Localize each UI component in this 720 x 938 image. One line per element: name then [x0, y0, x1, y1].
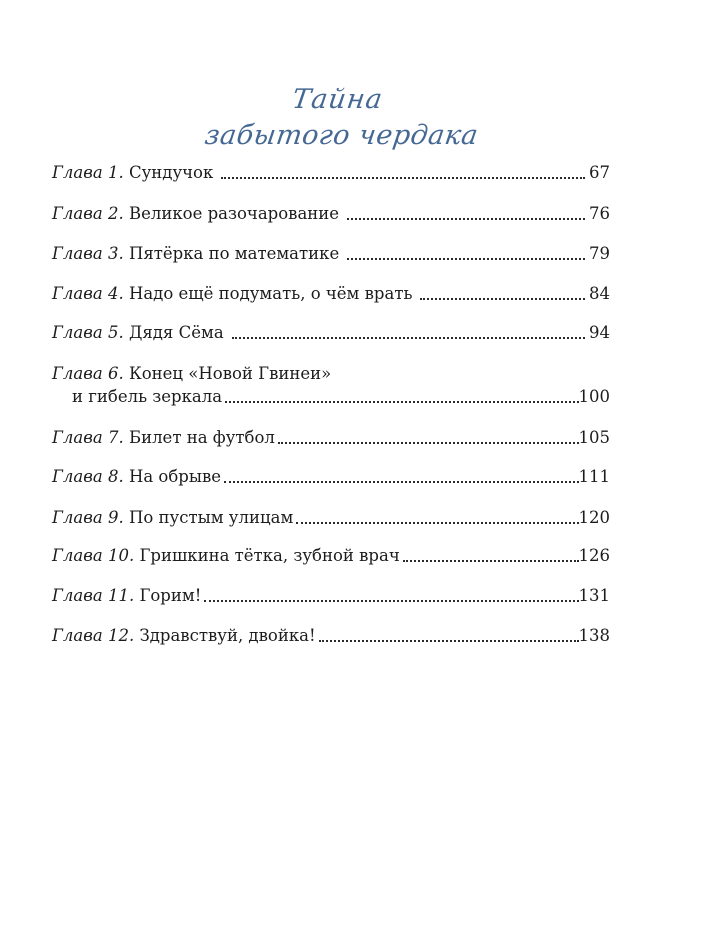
- dot-leader: [420, 298, 585, 300]
- page-number: 138: [578, 626, 610, 645]
- toc-entry-1[interactable]: [52, 162, 610, 184]
- toc-entry-6-first-line[interactable]: [52, 363, 331, 385]
- chapter-title: Здравствуй, двойка!: [139, 626, 316, 645]
- page-number: 79: [589, 244, 610, 263]
- page-number: 111: [578, 467, 610, 486]
- toc-entry-12[interactable]: [52, 625, 610, 647]
- chapter-title: Дядя Сёма: [128, 323, 224, 342]
- dot-leader: [296, 522, 578, 524]
- chapter-title: Сундучок: [128, 163, 214, 182]
- dot-leader: [204, 600, 578, 602]
- chapter-title: Пятёрка по математике: [128, 244, 340, 263]
- chapter-number: Глава 3.: [52, 244, 124, 263]
- dot-leader: [278, 442, 579, 444]
- toc-entry-9[interactable]: [52, 507, 610, 529]
- toc-entry-4[interactable]: [52, 283, 610, 305]
- page-number: 120: [578, 508, 610, 527]
- dot-leader: [403, 560, 579, 562]
- page-number: 84: [589, 284, 610, 303]
- chapter-number: Глава 7.: [52, 428, 124, 447]
- toc-entry-8[interactable]: [52, 466, 610, 488]
- dot-leader: [347, 258, 585, 260]
- dot-leader: [224, 481, 578, 483]
- chapter-number: Глава 8.: [52, 467, 124, 486]
- toc-entry-3[interactable]: [52, 243, 610, 265]
- chapter-number: Глава 1.: [52, 163, 124, 182]
- dot-leader: [232, 337, 585, 339]
- chapter-title: На обрыве: [128, 467, 222, 486]
- toc-entry-7[interactable]: [52, 427, 610, 449]
- chapter-number: Глава 11.: [52, 586, 135, 605]
- chapter-number: Глава 5.: [52, 323, 124, 342]
- toc-entry-5[interactable]: [52, 322, 610, 344]
- chapter-title: Конец «Новой Гвинеи»: [128, 364, 332, 383]
- page-number: 100: [578, 387, 610, 406]
- chapter-number: Глава 12.: [52, 626, 135, 645]
- page-number: 126: [578, 546, 610, 565]
- chapter-title: Надо ещё подумать, о чём врать: [128, 284, 413, 303]
- chapter-title: По пустым улицам: [128, 508, 294, 527]
- title-line-1: Тайна: [290, 84, 385, 115]
- toc-entry-6[interactable]: [52, 386, 610, 408]
- chapter-title-continued: и гибель зеркала: [72, 387, 223, 406]
- page-number: 67: [589, 163, 610, 182]
- dot-leader: [225, 401, 578, 403]
- chapter-number: Глава 4.: [52, 284, 124, 303]
- dot-leader: [347, 218, 585, 220]
- page-number: 94: [589, 323, 610, 342]
- title-line-2: забытого чердака: [202, 120, 481, 151]
- chapter-title: Великое разочарование: [128, 204, 340, 223]
- chapter-number: Глава 6.: [52, 364, 124, 383]
- toc-entry-11[interactable]: [52, 585, 610, 607]
- chapter-number: Глава 9.: [52, 508, 124, 527]
- dot-leader: [221, 177, 585, 179]
- page-number: 131: [578, 586, 610, 605]
- chapter-number: Глава 10.: [52, 546, 135, 565]
- toc-entry-2[interactable]: [52, 203, 610, 225]
- page-number: 76: [589, 204, 610, 223]
- chapter-title: Билет на футбол: [128, 428, 275, 447]
- chapter-title: Гришкина тётка, зубной врач: [139, 546, 400, 565]
- chapter-title: Горим!: [139, 586, 202, 605]
- dot-leader: [319, 640, 579, 642]
- toc-entry-10[interactable]: [52, 545, 610, 567]
- chapter-number: Глава 2.: [52, 204, 124, 223]
- page-number: 105: [578, 428, 610, 447]
